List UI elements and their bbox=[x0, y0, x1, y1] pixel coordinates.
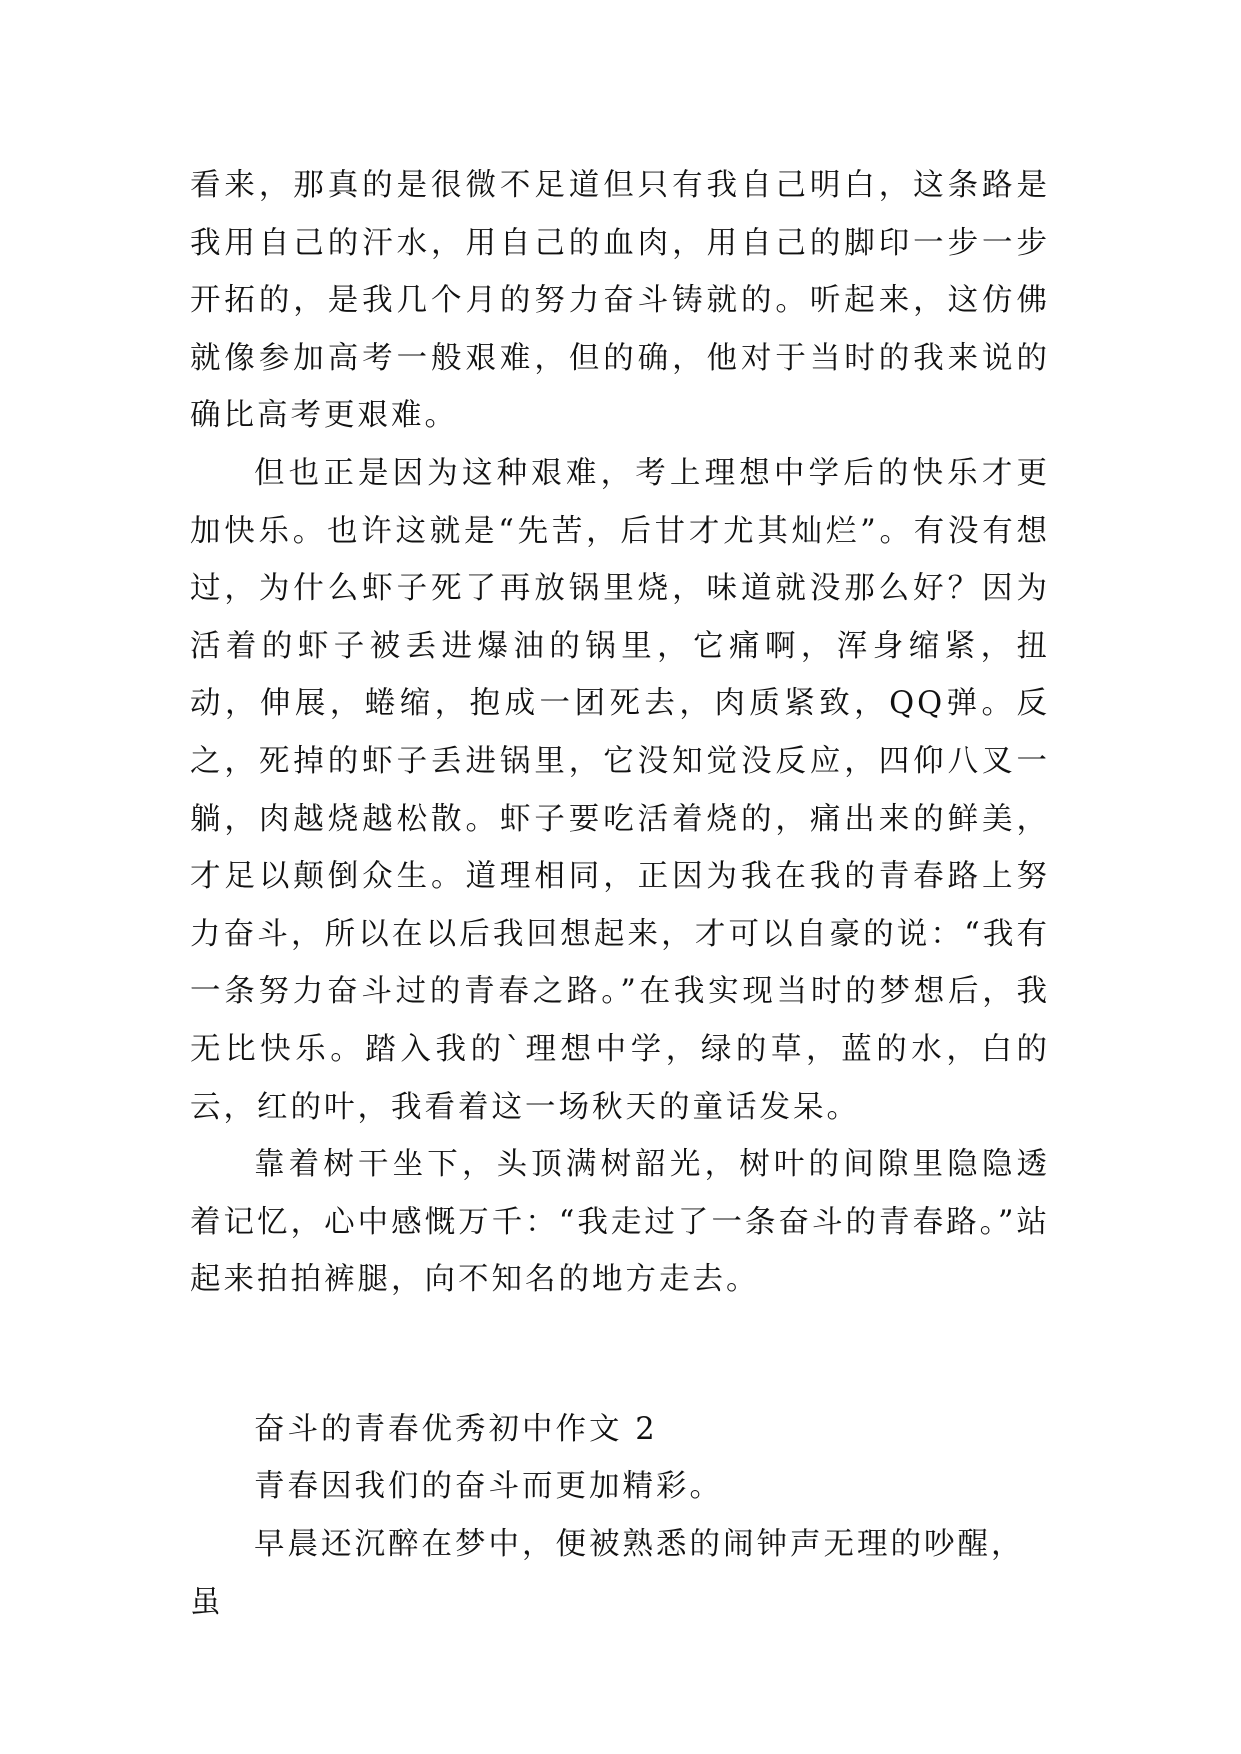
section-2-line-2: 早晨还沉醉在梦中，便被熟悉的闹钟声无理的吵醒，虽 bbox=[190, 1527, 1025, 1620]
section-gap bbox=[190, 1309, 1050, 1401]
paragraph-2: 但也正是因为这种艰难，考上理想中学后的快乐才更加快乐。也许这就是“先苦，后甘才尤其灿烂”。有没有想过，为什么虾子死了再放锅里烧，味道就没那么好？因为活着的虾子被丢进爆油的锅里，它痛啊，浑身缩紧，扭动，伸展，蜷缩，抱成一团死去，肉质紧致，QQ弹。反之，死掉的虾子丢进锅里，它没知觉没反应，四仰八叉一躺，肉越烧越松散。虾子要吃活着烧的，痛出来的鲜美，才足以颠倒众生。道理相同，正因为我在我的青春路上努力奋斗，所以在以后我回想起来，才可以自豪的说：“我有一条努力奋斗过的青春之路。”在我实现当时的梦想后，我无比快乐。踏入我的`理想中学，绿的草，蓝的水，白的云，红的叶，我看着这一场秋天的童话发呆。 bbox=[190, 455, 1050, 1125]
section-2-line-1: 青春因我们的奋斗而更加精彩。 bbox=[254, 1469, 723, 1505]
section-2-title: 奋斗的青春优秀初中作文 2 bbox=[254, 1411, 658, 1447]
document-body bbox=[190, 157, 1050, 1631]
paragraph-3: 靠着树干坐下，头顶满树韶光，树叶的间隙里隐隐透着记忆，心中感慨万千：“我走过了一条奋斗的青春路。”站起来拍拍裤腿，向不知名的地方走去。 bbox=[190, 1147, 1050, 1298]
paragraph-1: 看来，那真的是很微不足道但只有我自己明白，这条路是我用自己的汗水，用自己的血肉，用自己的脚印一步一步开拓的，是我几个月的努力奋斗铸就的。听起来，这仿佛就像参加高考一般艰难，但的确，他对于当时的我来说的确比高考更艰难。 bbox=[190, 168, 1050, 434]
